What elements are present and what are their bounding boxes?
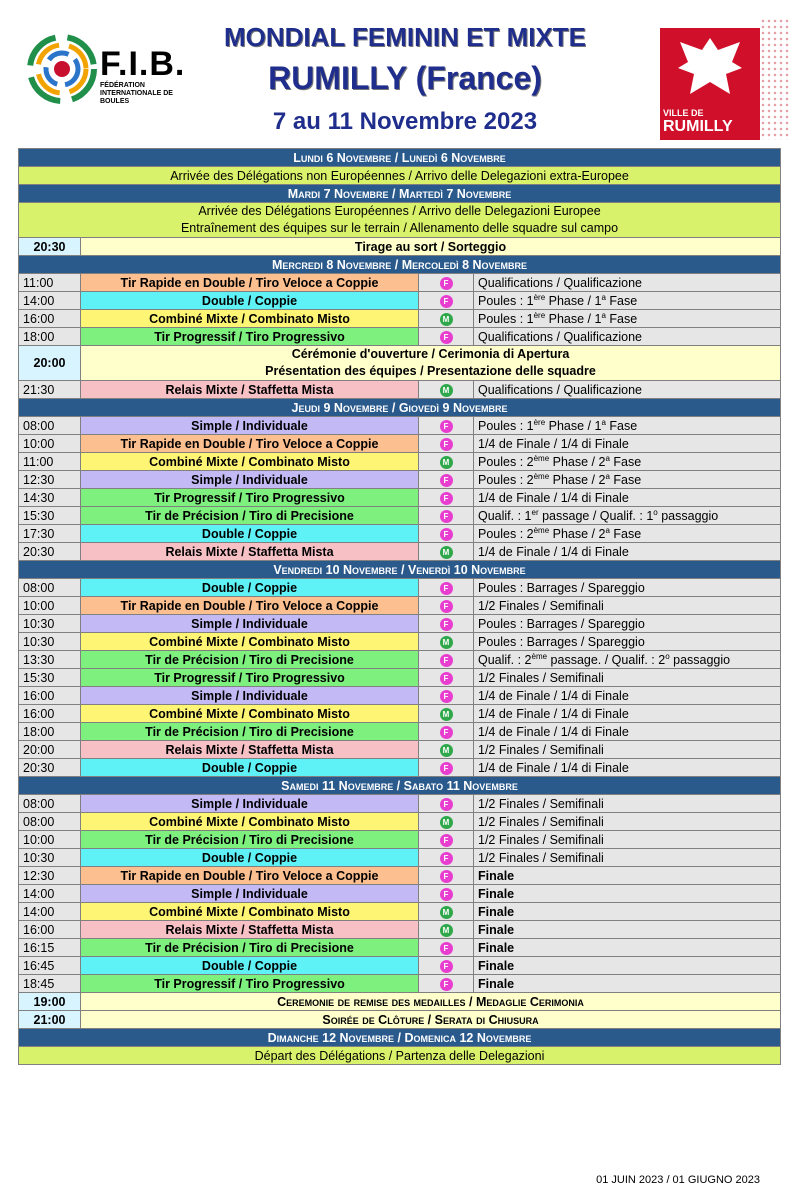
info-text: [19, 203, 781, 238]
phase-cell: 1/4 de Finale / 1/4 di Finale: [474, 705, 781, 723]
time-cell: 08:00: [19, 579, 81, 597]
info-row: [19, 203, 781, 238]
time-cell: 16:15: [19, 939, 81, 957]
phase-cell: 1/2 Finales / Semifinali: [474, 849, 781, 867]
phase-cell: Finale: [474, 939, 781, 957]
phase-cell: 1/2 Finales / Semifinali: [474, 669, 781, 687]
phase-cell: 1/2 Finales / Semifinali: [474, 831, 781, 849]
phase-cell: Poules : 2ème Phase / 2$^a$ Fase: [474, 525, 781, 543]
phase-cell: 1/2 Finales / Semifinali: [474, 813, 781, 831]
time-cell: 14:00: [19, 903, 81, 921]
time-cell: 16:45: [19, 957, 81, 975]
event-name: Tir Progressif / Tiro Progressivo: [81, 669, 419, 687]
category-cell: [419, 885, 474, 903]
phase-cell: Finale: [474, 885, 781, 903]
category-cell: [419, 543, 474, 561]
time-cell: 15:30: [19, 507, 81, 525]
category-cell: [419, 957, 474, 975]
event-name: Simple / Individuale: [81, 687, 419, 705]
phase-cell: Poules : 2ème Phase / 2$^a$ Fase: [474, 453, 781, 471]
footer-date: 01 JUIN 2023 / 01 GIUGNO 2023: [596, 1174, 760, 1186]
event-row: [19, 525, 781, 543]
event-row: [19, 471, 781, 489]
event-row: [19, 759, 781, 777]
phase-cell: 1/4 de Finale / 1/4 di Finale: [474, 435, 781, 453]
ceremony-row: [19, 346, 781, 381]
event-row: [19, 867, 781, 885]
event-name: Tir Rapide en Double / Tiro Veloce a Coppie: [81, 435, 419, 453]
phase-cell: Finale: [474, 957, 781, 975]
event-name: Tir Progressif / Tiro Progressivo: [81, 489, 419, 507]
category-cell: [419, 489, 474, 507]
phase-cell: 1/4 de Finale / 1/4 di Finale: [474, 759, 781, 777]
time-cell: 10:30: [19, 633, 81, 651]
day-title: Jeudi 9 Novembre / Giovedì 9 Novembre: [19, 399, 781, 417]
phase-cell: Poules : 1ère Phase / 1$^a$ Fase: [474, 292, 781, 310]
ceremony-row: [19, 1011, 781, 1029]
female-badge-icon: F: [440, 834, 453, 847]
time-cell: 14:30: [19, 489, 81, 507]
category-cell: [419, 669, 474, 687]
time-cell: 20:00: [19, 741, 81, 759]
mixed-badge-icon: M: [440, 313, 453, 326]
event-row: [19, 435, 781, 453]
event-row: [19, 975, 781, 993]
event-row: [19, 939, 781, 957]
female-badge-icon: F: [440, 618, 453, 631]
female-badge-icon: F: [440, 888, 453, 901]
phase-cell: Poules : 1ère Phase / 1$^a$ Fase: [474, 417, 781, 435]
category-cell: [419, 939, 474, 957]
phase-cell: Qualif. : 2ème passage. / Qualif. : 2$^o$ passaggio: [474, 651, 781, 669]
ceremony-text: Tirage au sort / Sorteggio: [81, 238, 781, 256]
time-cell: 18:00: [19, 328, 81, 346]
event-name: Combiné Mixte / Combinato Misto: [81, 813, 419, 831]
female-badge-icon: F: [440, 960, 453, 973]
event-name: Tir de Précision / Tiro di Precisione: [81, 831, 419, 849]
event-name: Combiné Mixte / Combinato Misto: [81, 453, 419, 471]
info-line: Entraînement des équipes sur le terrain / Allenamento delle squadre sul campo: [180, 221, 619, 235]
mixed-badge-icon: M: [440, 924, 453, 937]
phase-cell: 1/4 de Finale / 1/4 di Finale: [474, 723, 781, 741]
mixed-badge-icon: M: [440, 456, 453, 469]
time-cell: 08:00: [19, 813, 81, 831]
event-title: MONDIAL FEMININ ET MIXTE: [223, 22, 587, 52]
event-name: Tir Rapide en Double / Tiro Veloce a Coppie: [81, 867, 419, 885]
event-row: [19, 831, 781, 849]
female-badge-icon: F: [440, 672, 453, 685]
category-cell: [419, 795, 474, 813]
mixed-badge-icon: M: [440, 906, 453, 919]
event-row: [19, 813, 781, 831]
phase-cell: Qualifications / Qualificazione: [474, 328, 781, 346]
event-row: [19, 849, 781, 867]
event-name: Double / Coppie: [81, 525, 419, 543]
time-cell: 11:00: [19, 274, 81, 292]
event-row: [19, 705, 781, 723]
day-title: Lundi 6 Novembre / Lunedì 6 Novembre: [19, 149, 781, 167]
category-cell: [419, 435, 474, 453]
time-cell: 13:30: [19, 651, 81, 669]
event-row: [19, 921, 781, 939]
female-badge-icon: F: [440, 492, 453, 505]
time-cell: 14:00: [19, 885, 81, 903]
event-name: Relais Mixte / Staffetta Mista: [81, 381, 419, 399]
event-name: Double / Coppie: [81, 849, 419, 867]
female-badge-icon: F: [440, 582, 453, 595]
time-cell: 10:30: [19, 849, 81, 867]
female-badge-icon: F: [440, 277, 453, 290]
event-name: Tir Progressif / Tiro Progressivo: [81, 975, 419, 993]
category-cell: [419, 723, 474, 741]
day-title: Dimanche 12 Novembre / Domenica 12 Novembre: [19, 1029, 781, 1047]
event-row: [19, 579, 781, 597]
category-cell: [419, 417, 474, 435]
ceremony-row: [19, 993, 781, 1011]
time-cell: 15:30: [19, 669, 81, 687]
day-header: [19, 185, 781, 203]
time-cell: 12:30: [19, 867, 81, 885]
phase-cell: Poules : Barrages / Spareggio: [474, 615, 781, 633]
time-cell: 20:30: [19, 543, 81, 561]
time-cell: 16:00: [19, 310, 81, 328]
time-cell: 18:45: [19, 975, 81, 993]
time-cell: 17:30: [19, 525, 81, 543]
female-badge-icon: F: [440, 978, 453, 991]
category-cell: [419, 921, 474, 939]
female-badge-icon: F: [440, 420, 453, 433]
event-location: RUMILLY (France): [268, 60, 542, 96]
phase-cell: Finale: [474, 975, 781, 993]
event-name: Relais Mixte / Staffetta Mista: [81, 741, 419, 759]
event-name: Simple / Individuale: [81, 795, 419, 813]
phase-cell: 1/2 Finales / Semifinali: [474, 795, 781, 813]
category-cell: [419, 687, 474, 705]
event-row: [19, 292, 781, 310]
event-name: Combiné Mixte / Combinato Misto: [81, 705, 419, 723]
female-badge-icon: F: [440, 510, 453, 523]
event-row: [19, 741, 781, 759]
phase-cell: 1/2 Finales / Semifinali: [474, 741, 781, 759]
female-badge-icon: F: [440, 852, 453, 865]
category-cell: [419, 274, 474, 292]
event-name: Double / Coppie: [81, 957, 419, 975]
time-cell: 16:00: [19, 687, 81, 705]
category-cell: [419, 471, 474, 489]
phase-cell: Qualifications / Qualificazione: [474, 381, 781, 399]
event-name: Tir Rapide en Double / Tiro Veloce a Coppie: [81, 274, 419, 292]
event-name: Double / Coppie: [81, 579, 419, 597]
ceremony-text: Ceremonie de remise des medailles / Medaglie Cerimonia: [81, 993, 781, 1011]
category-cell: [419, 453, 474, 471]
time-cell: 14:00: [19, 292, 81, 310]
phase-cell: Poules : Barrages / Spareggio: [474, 633, 781, 651]
phase-cell: Poules : 1ère Phase / 1$^a$ Fase: [474, 310, 781, 328]
category-cell: [419, 903, 474, 921]
event-row: [19, 381, 781, 399]
event-row: [19, 597, 781, 615]
event-row: [19, 543, 781, 561]
phase-cell: Finale: [474, 921, 781, 939]
female-badge-icon: F: [440, 870, 453, 883]
dots-pattern: [760, 18, 790, 140]
event-row: [19, 274, 781, 292]
time-cell: 12:30: [19, 471, 81, 489]
event-name: Simple / Individuale: [81, 417, 419, 435]
mixed-badge-icon: M: [440, 546, 453, 559]
category-cell: [419, 813, 474, 831]
day-header: [19, 399, 781, 417]
event-row: [19, 453, 781, 471]
event-row: [19, 489, 781, 507]
info-line: Arrivée des Délégations Européennes / Arrivo delle Delegazioni Europee: [198, 204, 601, 218]
phase-cell: Finale: [474, 903, 781, 921]
category-cell: [419, 651, 474, 669]
time-cell: 11:00: [19, 453, 81, 471]
day-header: [19, 1029, 781, 1047]
category-cell: [419, 328, 474, 346]
event-name: Tir de Précision / Tiro di Precisione: [81, 939, 419, 957]
mixed-badge-icon: M: [440, 384, 453, 397]
time-cell: 19:00: [19, 993, 81, 1011]
event-row: [19, 687, 781, 705]
ville-name: RUMILLY: [663, 118, 733, 135]
event-name: Combiné Mixte / Combinato Misto: [81, 310, 419, 328]
event-row: [19, 795, 781, 813]
day-title: Samedi 11 Novembre / Sabato 11 Novembre: [19, 777, 781, 795]
category-cell: [419, 525, 474, 543]
phase-cell: 1/2 Finales / Semifinali: [474, 597, 781, 615]
schedule-table: [18, 148, 781, 1065]
event-row: [19, 417, 781, 435]
category-cell: [419, 381, 474, 399]
female-badge-icon: F: [440, 600, 453, 613]
time-cell: 20:30: [19, 759, 81, 777]
day-header: [19, 561, 781, 579]
ceremony-text: Soirée de Clôture / Serata di Chiusura: [81, 1011, 781, 1029]
category-cell: [419, 615, 474, 633]
eagle-icon: [660, 28, 760, 106]
female-badge-icon: F: [440, 438, 453, 451]
event-name: Combiné Mixte / Combinato Misto: [81, 633, 419, 651]
ceremony-line: Présentation des équipes / Presentazione delle squadre: [265, 364, 596, 378]
phase-cell: 1/4 de Finale / 1/4 di Finale: [474, 687, 781, 705]
mixed-badge-icon: M: [440, 636, 453, 649]
event-name: Combiné Mixte / Combinato Misto: [81, 903, 419, 921]
mixed-badge-icon: M: [440, 708, 453, 721]
day-title: Mercredi 8 Novembre / Mercoledì 8 Novembre: [19, 256, 781, 274]
event-row: [19, 328, 781, 346]
time-cell: 20:00: [19, 346, 81, 381]
time-cell: 21:00: [19, 1011, 81, 1029]
event-name: Relais Mixte / Staffetta Mista: [81, 543, 419, 561]
event-row: [19, 507, 781, 525]
female-badge-icon: F: [440, 942, 453, 955]
day-header: [19, 149, 781, 167]
category-cell: [419, 741, 474, 759]
phase-cell: Finale: [474, 867, 781, 885]
event-name: Double / Coppie: [81, 292, 419, 310]
female-badge-icon: F: [440, 654, 453, 667]
phase-cell: Poules : Barrages / Spareggio: [474, 579, 781, 597]
ceremony-text: [81, 346, 781, 381]
category-cell: [419, 633, 474, 651]
time-cell: 20:30: [19, 238, 81, 256]
event-name: Relais Mixte / Staffetta Mista: [81, 921, 419, 939]
female-badge-icon: F: [440, 690, 453, 703]
time-cell: 16:00: [19, 705, 81, 723]
event-row: [19, 723, 781, 741]
female-badge-icon: F: [440, 528, 453, 541]
time-cell: 10:30: [19, 615, 81, 633]
female-badge-icon: F: [440, 798, 453, 811]
category-cell: [419, 831, 474, 849]
phase-cell: Poules : 2ème Phase / 2$^a$ Fase: [474, 471, 781, 489]
phase-cell: 1/4 de Finale / 1/4 di Finale: [474, 489, 781, 507]
info-text: Départ des Délégations / Partenza delle Delegazioni: [19, 1047, 781, 1065]
event-row: [19, 310, 781, 328]
event-name: Simple / Individuale: [81, 885, 419, 903]
ceremony-row: [19, 238, 781, 256]
fib-name: F.I.B.: [100, 45, 186, 83]
event-row: [19, 957, 781, 975]
time-cell: 21:30: [19, 381, 81, 399]
event-name: Tir de Précision / Tiro di Precisione: [81, 723, 419, 741]
event-row: [19, 633, 781, 651]
event-name: Tir Progressif / Tiro Progressivo: [81, 328, 419, 346]
female-badge-icon: F: [440, 331, 453, 344]
female-badge-icon: F: [440, 726, 453, 739]
category-cell: [419, 759, 474, 777]
phase-cell: Qualifications / Qualificazione: [474, 274, 781, 292]
time-cell: 10:00: [19, 597, 81, 615]
time-cell: 08:00: [19, 795, 81, 813]
event-name: Double / Coppie: [81, 759, 419, 777]
female-badge-icon: F: [440, 762, 453, 775]
ceremony-line: Cérémonie d'ouverture / Cerimonia di Apertura: [291, 347, 570, 361]
event-row: [19, 615, 781, 633]
day-header: [19, 256, 781, 274]
event-name: Simple / Individuale: [81, 471, 419, 489]
category-cell: [419, 310, 474, 328]
event-dates: 7 au 11 Novembre 2023: [272, 108, 538, 135]
day-title: Mardi 7 Novembre / Martedì 7 Novembre: [19, 185, 781, 203]
day-title: Vendredi 10 Novembre / Venerdì 10 Novembre: [19, 561, 781, 579]
time-cell: 16:00: [19, 921, 81, 939]
phase-cell: 1/4 de Finale / 1/4 di Finale: [474, 543, 781, 561]
time-cell: 10:00: [19, 435, 81, 453]
page-header: [0, 0, 800, 145]
category-cell: [419, 975, 474, 993]
female-badge-icon: F: [440, 295, 453, 308]
fib-subtitle: FÉDÉRATION INTERNATIONALE DE BOULES: [100, 82, 173, 105]
time-cell: 08:00: [19, 417, 81, 435]
female-badge-icon: F: [440, 474, 453, 487]
day-header: [19, 777, 781, 795]
event-name: Tir Rapide en Double / Tiro Veloce a Coppie: [81, 597, 419, 615]
event-name: Tir de Précision / Tiro di Precisione: [81, 651, 419, 669]
event-name: Simple / Individuale: [81, 615, 419, 633]
ville-label: VILLE DE: [663, 108, 704, 118]
info-row: [19, 167, 781, 185]
time-cell: 10:00: [19, 831, 81, 849]
info-text: Arrivée des Délégations non Européennes / Arrivo delle Delegazioni extra-Europee: [19, 167, 781, 185]
event-name: Tir de Précision / Tiro di Precisione: [81, 507, 419, 525]
category-cell: [419, 867, 474, 885]
category-cell: [419, 579, 474, 597]
event-row: [19, 885, 781, 903]
event-row: [19, 903, 781, 921]
category-cell: [419, 849, 474, 867]
category-cell: [419, 507, 474, 525]
phase-cell: Qualif. : 1er passage / Qualif. : 1$^o$ passaggio: [474, 507, 781, 525]
category-cell: [419, 597, 474, 615]
category-cell: [419, 292, 474, 310]
mixed-badge-icon: M: [440, 816, 453, 829]
category-cell: [419, 705, 474, 723]
time-cell: 18:00: [19, 723, 81, 741]
event-row: [19, 669, 781, 687]
info-row: [19, 1047, 781, 1065]
mixed-badge-icon: M: [440, 744, 453, 757]
event-row: [19, 651, 781, 669]
